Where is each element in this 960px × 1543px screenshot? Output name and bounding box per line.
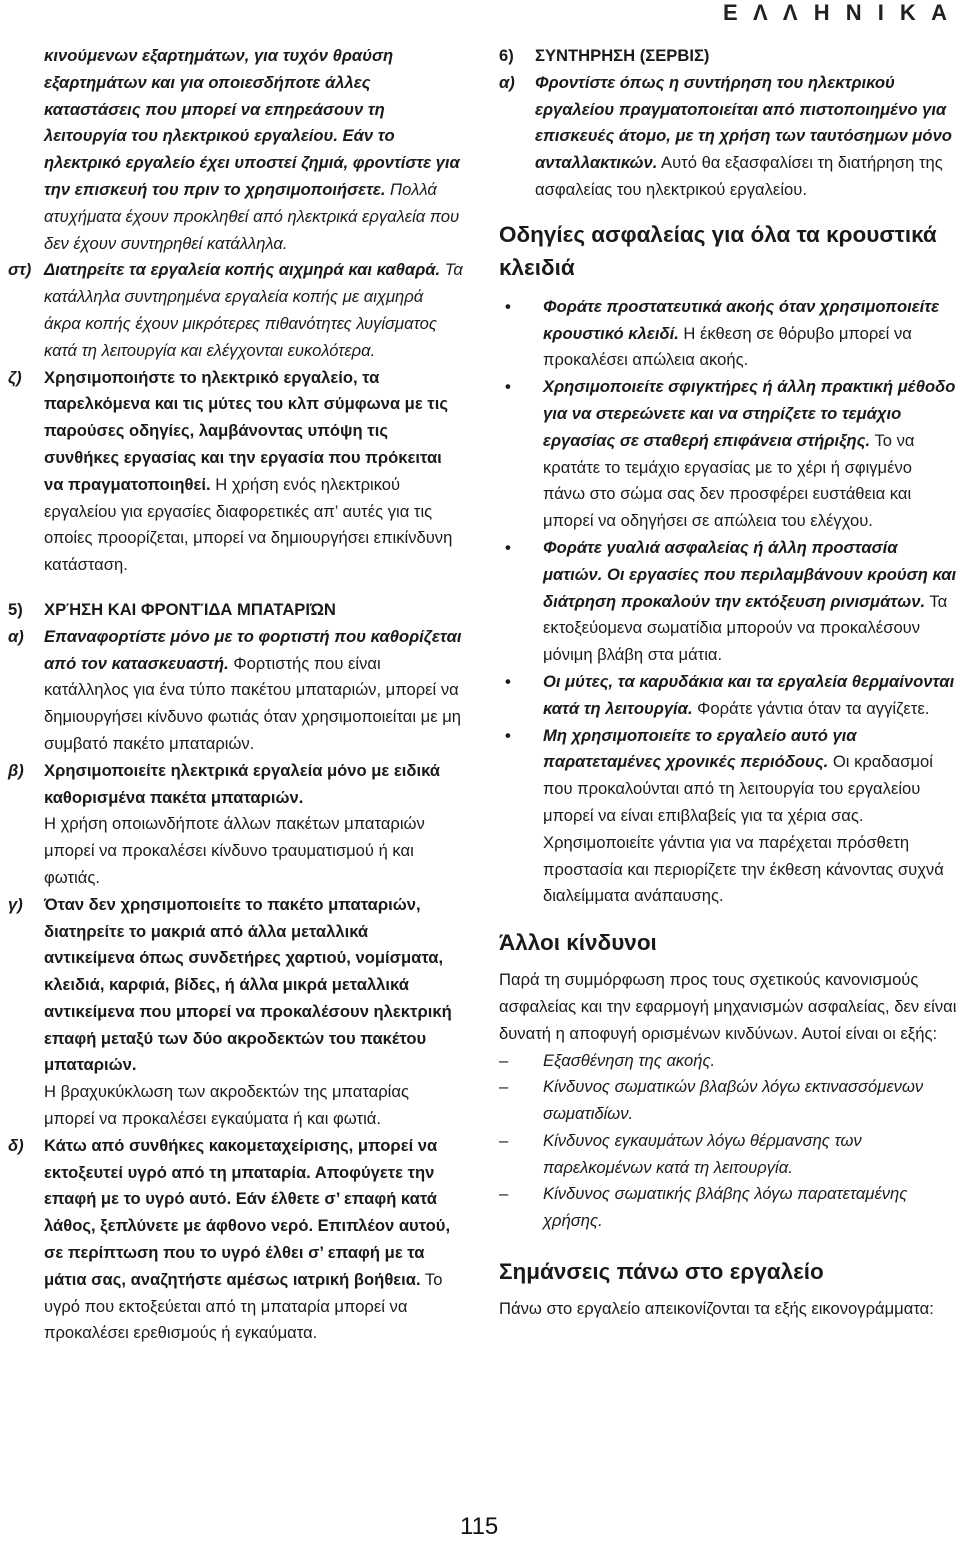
item-a6-light: Αυτό θα εξασφαλίσει τη διατήρηση της ασφαλείας του ηλεκτρικού εργαλείου.	[535, 153, 943, 199]
section-5-number: 5)	[8, 599, 23, 619]
item-a-label: α)	[8, 626, 24, 646]
risk-item	[499, 1181, 958, 1235]
item-st-light: Τα κατάλληλα συντηρημένα εργαλεία κοπής με αιχμηρά άκρα κοπής έχουν μικρότερες πιθανότητες λυγίσματος κατά τη λειτουργία και ελέγχονται ευκολότερα.	[44, 260, 463, 360]
section-5-title: ΧΡΉΣΗ ΚΑΙ ΦΡΟΝΤΊΔΑ ΜΠΑΤΑΡΙΏΝ	[44, 599, 336, 619]
item-d-bold: Κάτω από συνθήκες κακομεταχείρισης, μπορεί να εκτοξευτεί υγρό από τη μπαταρία. Αποφύγετε την επαφή με το υγρό αυτό. Εάν έλθετε σ’ επαφή κατά λάθος, ξεπλύνετε με άφθονο νερό. Επιπλέον αυτού, σε περίπτωση που το υγρό έλθει σ’ επαφή με τα μάτια σας, αναζητήστε αμέσως ιατρική βοήθεια.	[44, 1135, 451, 1289]
bullet-marker: •	[505, 537, 511, 557]
section-6-heading	[499, 43, 958, 70]
bullet-item	[499, 535, 958, 669]
markings-text: Πάνω στο εργαλείο απεικονίζονται τα εξής εικονογράμματα:	[499, 1299, 934, 1319]
item-g-bold: Όταν δεν χρησιμοποιείτε το πακέτο μπαταριών, διατηρείτε το μακριά από άλλα μεταλλικά αντικείμενα όπως συνδετήρες χαρτιού, νομίσματα, κλειδιά, καρφιά, βίδες, ή άλλα μικρά μεταλλικά αντικείμενα που μπορεί να προκαλέσουν ηλεκτρική επαφή μεταξύ των δύο ακροδεκτών του πακέτου μπαταριών.	[44, 894, 452, 1075]
section-6-number: 6)	[499, 46, 514, 65]
bullet-item	[499, 294, 958, 374]
item-st	[8, 257, 463, 364]
item-g-light: Η βραχυκύκλωση των ακροδεκτών της μπαταρίας μπορεί να προκαλέσει εγκαύματα ή και φωτιά.	[44, 1082, 409, 1129]
left-column	[8, 43, 463, 1347]
section-6-title: ΣΥΝΤΗΡΗΣΗ (ΣΕΡΒΙΣ)	[535, 46, 710, 65]
bullet-light: Η έκθεση σε θόρυβο μπορεί να προκαλέσει απώλεια ακοής.	[543, 323, 912, 370]
item-z-label: ζ)	[8, 367, 22, 387]
item-g-label: γ)	[8, 894, 23, 914]
bullet-light: Τα εκτοξεύομενα σωματίδια μπορούν να προκαλέσουν μόνιμη βλάβη στα μάτια.	[543, 591, 948, 665]
bullet-bold: Φοράτε γυαλιά ασφαλείας ή άλλη προστασία ματιών. Οι εργασίες που περιλαμβάνουν κρούση και διάτρηση προκαλούν την εκτόξευση ρινισμάτων.	[543, 537, 957, 611]
dash-marker: –	[499, 1184, 509, 1204]
page-number: 115	[460, 1513, 499, 1540]
bullet-light: Φοράτε γάντια όταν τα αγγίζετε.	[692, 698, 930, 718]
item-b	[8, 758, 463, 892]
bullet-item	[499, 723, 958, 911]
risk-text: Κίνδυνος εγκαυμάτων λόγω θέρμανσης των παρελκομένων κατά τη λειτουργία.	[543, 1130, 862, 1177]
bullet-marker: •	[505, 377, 511, 397]
item-g	[8, 892, 463, 1133]
heading-other-risks: Άλλοι κίνδυνοι	[499, 930, 657, 956]
item-b-label: β)	[8, 760, 24, 780]
language-header: Ε Λ Λ Η Ν Ι Κ Α	[722, 0, 952, 25]
item-a6-label: α)	[499, 72, 515, 92]
intro-light: Πολλά ατυχήματα έχουν προκληθεί από ηλεκτρικά εργαλεία που δεν έχουν συντηρηθεί κατάλληλα.	[44, 179, 460, 253]
bullet-light: Το να κρατάτε το τεμάχιο εργασίας με το χέρι ή σφιγμένο πάνω στο σώμα σας δεν προσφέρει ευστάθεια και μπορεί να οδηγήσει σε απώλεια του ελέγχου.	[543, 430, 915, 531]
risk-item	[499, 1074, 958, 1128]
heading-impact-wrench-safety: Οδηγίες ασφαλείας για όλα τα κρουστικά κλειδιά	[499, 221, 937, 280]
item-z	[8, 365, 463, 579]
risk-text: Κίνδυνος σωματικής βλάβης λόγω παρατεταμένης χρήσης.	[543, 1184, 908, 1231]
item-d	[8, 1133, 463, 1347]
right-column	[499, 43, 958, 1323]
risk-item	[499, 1048, 958, 1075]
item-a-light: Φορτιστής που είναι κατάλληλος για ένα τύπο πακέτου μπαταριών, μπορεί να δημιουργήσει κίνδυνο φωτιάς όταν χρησιμοποιείται με μη συμβατό πακέτο μπαταριών.	[44, 653, 462, 753]
item-a	[8, 624, 463, 758]
risk-text: Εξασθένηση της ακοής.	[543, 1050, 716, 1070]
item-z-light: Η χρήση ενός ηλεκτρικού εργαλείου για εργασίες διαφορετικές απ’ αυτές για τις οποίες προορίζεται, μπορεί να δημιουργήσει επικίνδυνη κατάσταση.	[44, 474, 453, 575]
item-st-label: στ)	[8, 260, 32, 280]
item-a-bold: Επαναφορτίστε μόνο με το φορτιστή που καθορίζεται από τον κατασκευαστή.	[44, 626, 462, 673]
bullet-bold: Οι μύτες, τα καρυδάκια και τα εργαλεία θερμαίνονται κατά τη λειτουργία.	[543, 671, 955, 718]
bullet-marker: •	[505, 671, 511, 691]
bullet-bold: Χρησιμοποιείτε σφιγκτήρες ή άλλη πρακτική μέθοδο για να στερεώνετε και να στηρίζετε το τεμάχιο εργασίας σε σταθερή επιφάνεια στήριξης.	[543, 377, 956, 450]
bullet-bold: Φοράτε προστατευτικά ακοής όταν χρησιμοποιείτε κρουστικό κλειδί.	[543, 296, 940, 343]
item-a6	[499, 70, 958, 204]
risk-item	[499, 1128, 958, 1182]
item-b-bold: Χρησιμοποιείτε ηλεκτρικά εργαλεία μόνο με ειδικά καθορισμένα πακέτα μπαταριών.	[44, 760, 440, 807]
dash-marker: –	[499, 1050, 509, 1070]
risk-text: Κίνδυνος σωματικών βλαβών λόγω εκτινασσόμενων σωματιδίων.	[543, 1077, 924, 1124]
heading-tool-markings: Σημάνσεις πάνω στο εργαλείο	[499, 1259, 824, 1285]
bullet-light: Οι κραδασμοί που προκαλούνται από τη λειτουργία του εργαλείου μπορεί να είναι επιβλαβείς για τα χέρια σας. Χρησιμοποιείτε γάντια για να παρέχεται πρόσθετη προστασία και περιορίζετε την έκθεση κάνοντας συχνά διαλείμματα ανάπαυσης.	[543, 752, 944, 906]
item-d-light: Το υγρό που εκτοξεύεται από τη μπαταρία μπορεί να προκαλέσει ερεθισμούς ή εγκαύματα.	[44, 1269, 443, 1343]
bullet-item	[499, 374, 958, 535]
risks-intro: Παρά τη συμμόρφωση προς τους σχετικούς κανονισμούς ασφαλείας και την εφαρμογή μηχανισμών ασφαλείας, δεν είναι δυνατή η αποφυγή ορισμένων κινδύνων. Αυτοί είναι οι εξής:	[499, 970, 957, 1043]
bullet-marker: •	[505, 296, 511, 316]
bullet-item	[499, 669, 958, 723]
item-a6-bold: Φροντίστε όπως η συντήρηση του ηλεκτρικού εργαλείου πραγματοποιείται από πιστοποιημένο για επισκευές άτομο, με τη χρήση των ταυτόσημων μόνο ανταλλακτικών.	[535, 72, 952, 173]
dash-marker: –	[499, 1077, 509, 1097]
item-b-light: Η χρήση οποιωνδήποτε άλλων πακέτων μπαταριών μπορεί να προκαλέσει κίνδυνο τραυματισμού ή και φωτιάς.	[44, 814, 425, 887]
dash-marker: –	[499, 1130, 509, 1150]
section-5-heading	[8, 597, 463, 624]
intro-bold: κινούμενων εξαρτημάτων, για τυχόν θραύση εξαρτημάτων και για οποιεσδήποτε άλλες καταστάσεις που μπορεί να επηρεάσουν τη λειτουργία του ηλεκτρικού εργαλείου. Εάν το ηλεκτρικό εργαλείο έχει υποστεί ζημιά, φροντίστε για την επισκευή του πριν το χρησιμοποιήσετε.	[44, 46, 460, 199]
bullet-marker: •	[505, 725, 511, 745]
intro-paragraph	[8, 43, 463, 257]
item-st-bold: Διατηρείτε τα εργαλεία κοπής αιχμηρά και καθαρά.	[44, 260, 441, 280]
item-z-bold: Χρησιμοποιήστε το ηλεκτρικό εργαλείο, τα παρελκόμενα και τις μύτες του κλπ σύμφωνα με τις παρούσες οδηγίες, λαμβάνοντας υπόψη τις συνθήκες εργασίας και την εργασία που πρόκειται να πραγματοποιηθεί.	[44, 367, 448, 494]
bullet-bold: Μη χρησιμοποιείτε το εργαλείο αυτό για παρατεταμένες χρονικές περιόδους.	[543, 725, 857, 772]
item-d-label: δ)	[8, 1135, 24, 1155]
